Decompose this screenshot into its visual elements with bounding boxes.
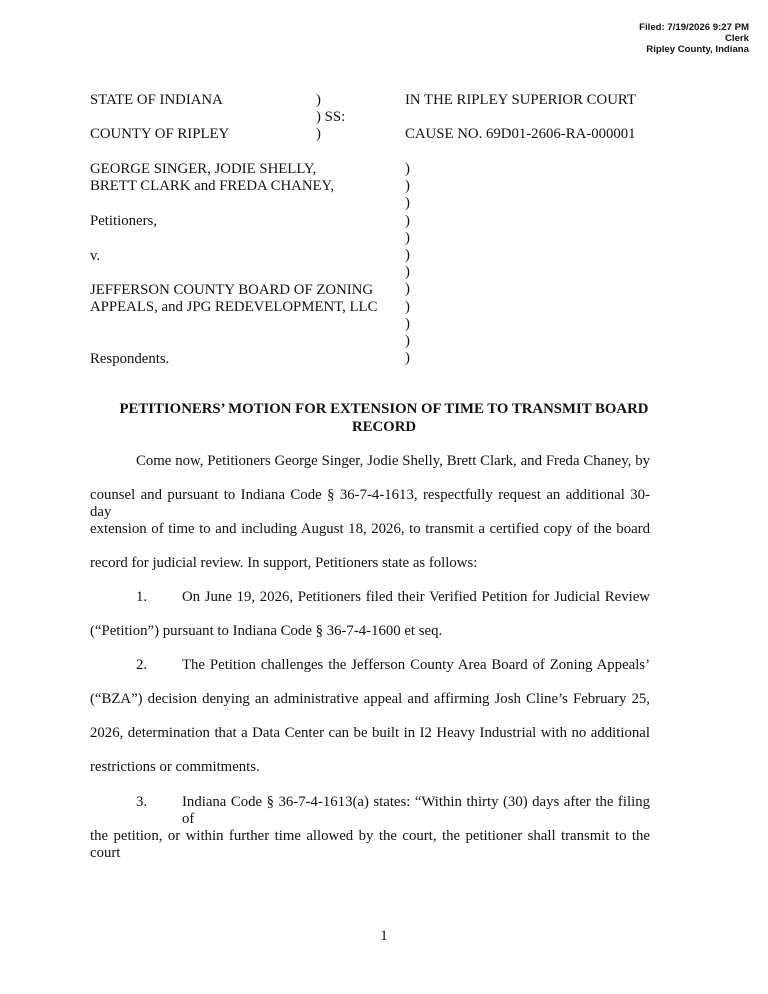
caption-paren: )	[405, 264, 410, 281]
caption-paren: )	[405, 298, 410, 315]
paragraph-line: (“BZA”) decision denying an administrative appeal and affirming Josh Cline’s February 25,	[90, 691, 650, 707]
petitioners-names: BRETT CLARK and FREDA CHANEY,	[90, 178, 335, 194]
paragraph-line: On June 19, 2026, Petitioners filed their Verified Petition for Judicial Review	[182, 589, 650, 605]
state-label: STATE OF INDIANA	[90, 92, 223, 108]
respondents-names: APPEALS, and JPG REDEVELOPMENT, LLC	[90, 299, 378, 315]
county-label: COUNTY OF RIPLEY	[90, 126, 230, 142]
caption-paren: )	[405, 247, 410, 264]
caption-paren: )	[316, 126, 321, 142]
title-line: RECORD	[351, 419, 417, 435]
versus-label: v.	[90, 248, 101, 264]
cause-number: CAUSE NO. 69D01-2606-RA-000001	[405, 126, 636, 142]
caption-paren: )	[405, 212, 410, 229]
intro-line: Come now, Petitioners George Singer, Jodie Shelly, Brett Clark, and Freda Chaney, by	[136, 453, 650, 469]
caption-paren: )	[405, 195, 410, 212]
clerk-label: Clerk	[725, 33, 749, 44]
intro-line: counsel and pursuant to Indiana Code § 36-7-4-1613, respectfully request an additional 30-day	[90, 487, 650, 520]
caption-paren: )	[405, 315, 410, 332]
respondents-label: Respondents.	[90, 351, 170, 367]
document-title	[90, 400, 678, 436]
paragraph-number: 1.	[136, 589, 148, 605]
page-number: 1	[380, 928, 388, 944]
caption-paren: )	[405, 178, 410, 195]
intro-line: extension of time to and including August 18, 2026, to transmit a certified copy of the board	[90, 521, 650, 537]
paragraph-number: 2.	[136, 657, 148, 673]
intro-line: record for judicial review. In support, Petitioners state as follows:	[90, 555, 478, 571]
paragraph-line: restrictions or commitments.	[90, 759, 260, 775]
court-name: IN THE RIPLEY SUPERIOR COURT	[405, 92, 636, 108]
caption-paren: )	[405, 333, 410, 350]
paragraph-line: Indiana Code § 36-7-4-1613(a) states: “Within thirty (30) days after the filing of	[182, 794, 650, 827]
paragraph-line: The Petition challenges the Jefferson County Area Board of Zoning Appeals’	[182, 657, 650, 673]
paragraph-line: (“Petition”) pursuant to Indiana Code § 36-7-4-1600 et seq.	[90, 623, 443, 639]
filing-stamp	[639, 22, 749, 55]
paragraph-line: 2026, determination that a Data Center can be built in I2 Heavy Industrial with no additional	[90, 725, 650, 741]
title-line: PETITIONERS’ MOTION FOR EXTENSION OF TIME TO TRANSMIT BOARD	[119, 401, 649, 417]
filed-timestamp: Filed: 7/19/2026 9:27 PM	[639, 22, 749, 33]
caption-paren: )	[405, 161, 410, 177]
filing-location: Ripley County, Indiana	[646, 44, 749, 55]
caption-paren-column	[405, 161, 410, 367]
caption-paren: )	[405, 281, 410, 298]
ss-label: ) SS:	[316, 109, 346, 125]
caption-paren: )	[405, 350, 410, 367]
petitioners-names: GEORGE SINGER, JODIE SHELLY,	[90, 161, 317, 177]
petitioners-label: Petitioners,	[90, 213, 157, 229]
caption-paren: )	[405, 229, 410, 246]
caption-paren: )	[316, 92, 321, 108]
respondents-names: JEFFERSON COUNTY BOARD OF ZONING	[90, 282, 374, 298]
paragraph-number: 3.	[136, 794, 148, 810]
paragraph-line: the petition, or within further time allowed by the court, the petitioner shall transmit to the court	[90, 828, 650, 861]
